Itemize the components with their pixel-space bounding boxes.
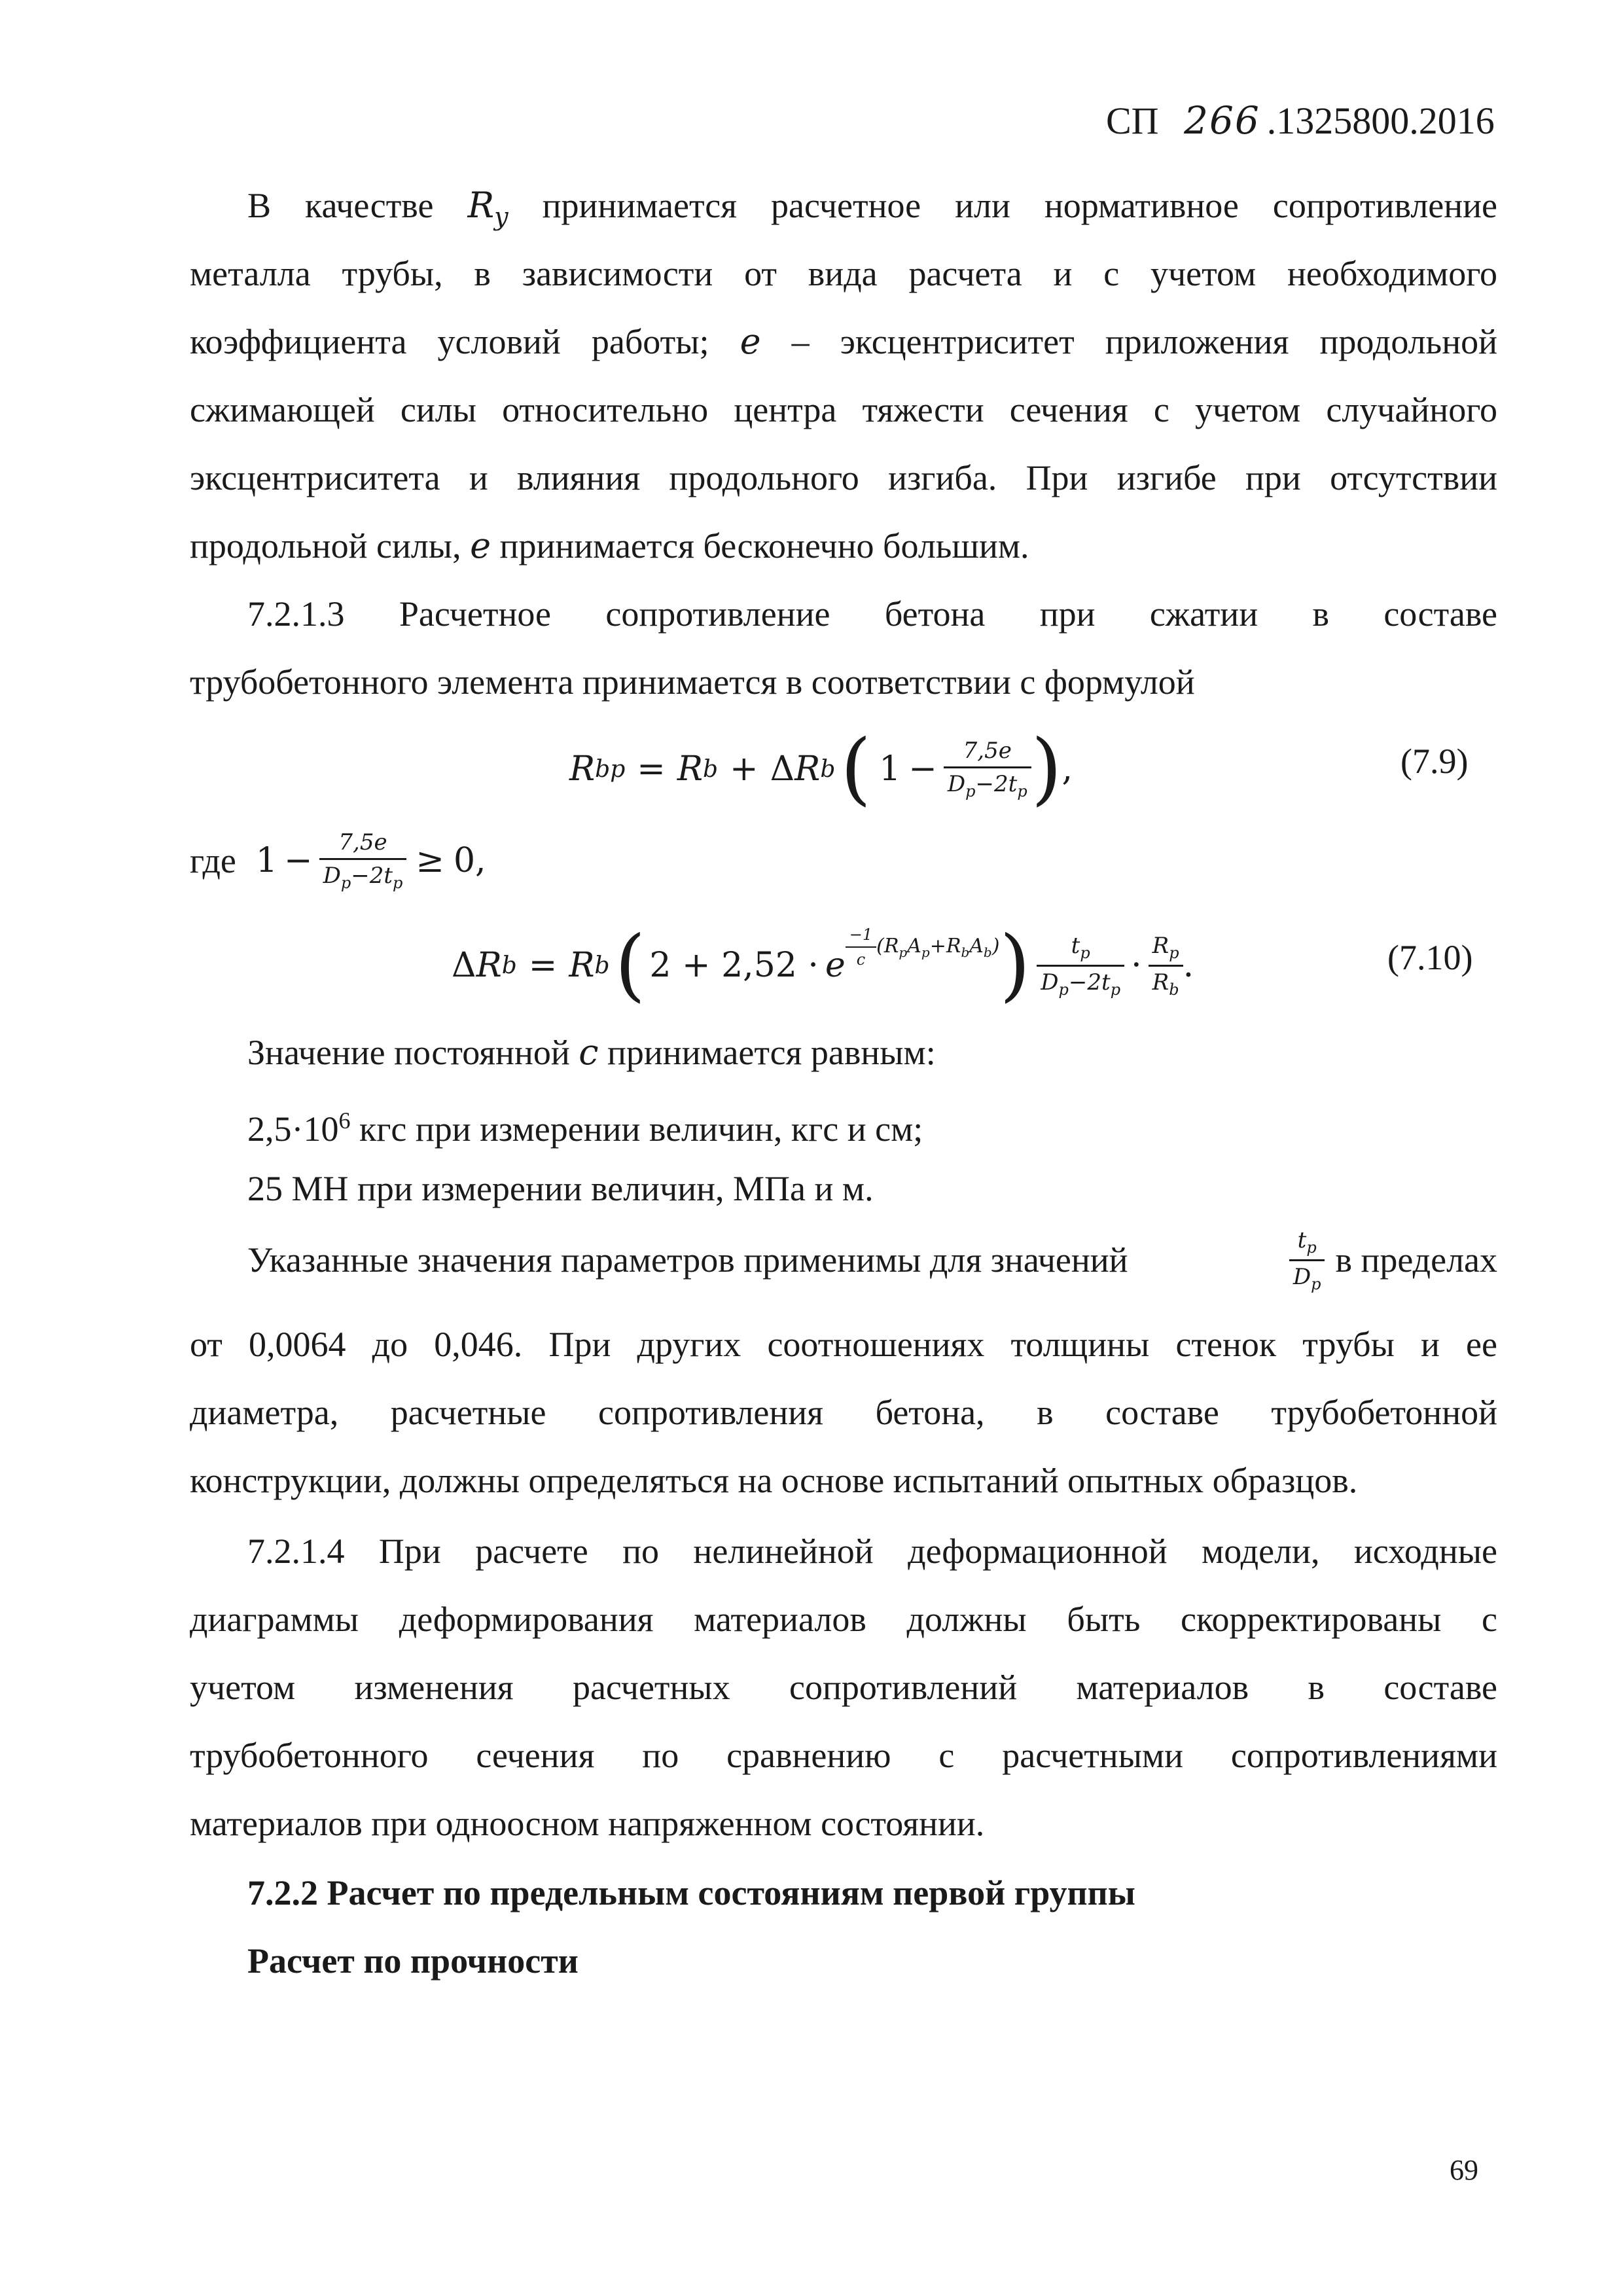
paragraph-line: конструкции, должны определяться на основе испытаний опытных образцов. <box>190 1461 1358 1500</box>
page-number: 69 <box>1450 2154 1478 2186</box>
paragraph-line: эксцентриситета и влияния продольного изгиба. При изгибе при отсутствии <box>190 458 1497 497</box>
paragraph-line: 25 МН при измерении величин, МПа и м. <box>247 1169 874 1208</box>
equation-number-7-9: (7.9) <box>1400 742 1469 781</box>
paragraph-line: материалов при одноосном напряженном состоянии. <box>190 1804 985 1843</box>
header-suffix: .1325800.2016 <box>1266 99 1495 142</box>
paragraph-line: 7.2.1.4 При расчете по нелинейной деформационной модели, исходные <box>247 1532 1497 1571</box>
paragraph-line: диаграммы деформирования материалов должны быть скорректированы с <box>190 1600 1497 1639</box>
paragraph-line: трубобетонного элемента принимается в соответствии с формулой <box>190 662 1195 702</box>
paragraph-line: от 0,0064 до 0,046. При других соотношениях толщины стенок трубы и ее <box>190 1325 1497 1364</box>
paragraph-line: Значение постоянной c принимается равным: <box>247 1031 936 1073</box>
paragraph-line: сжимающей силы относительно центра тяжести сечения с учетом случайного <box>190 390 1497 429</box>
header-prefix: СП <box>1106 99 1159 142</box>
paragraph-line: $2,5\cdot 10^6$ кгс при измерении величин, кгс и см; <box>247 1107 923 1149</box>
math-Ry: $R_y$ <box>467 185 508 231</box>
section-heading: 7.2.2 Расчет по предельным состояниям первой группы <box>247 1873 1135 1912</box>
paragraph-line: коэффициента условий работы; e – эксцентриситет приложения продольной <box>190 321 1497 362</box>
paragraph-line: В качестве $R_y$ принимается расчетное или нормативное сопротивление <box>247 185 1498 231</box>
equation-7-10: Δ R b = R b ( 2 + 2,52 · e $\frac{-1}{c}$ $(R_pA_p+R_bA_b)$ ) $\frac{t_p}{D_p-2t_p}$ · $\frac{R_p}{R_b}$ . <box>452 920 1194 1011</box>
where-condition: где 1 − $\frac{7,5e}{D_p-2t_p}$ ≥ 0, <box>190 829 486 892</box>
handwritten-number: 266 <box>1184 98 1260 143</box>
document-header <box>1106 98 1495 143</box>
subsection-heading: Расчет по прочности <box>247 1941 579 1981</box>
paragraph-line: 7.2.1.3 Расчетное сопротивление бетона при сжатии в составе <box>247 594 1497 634</box>
paragraph-line: учетом изменения расчетных сопротивлений материалов в составе <box>190 1668 1497 1707</box>
equation-7-9: R bp = R b + Δ R b ( 1 − $\frac{7,5e}{D_p-2t_p}$ ) , <box>569 723 1073 814</box>
paragraph-line: диаметра, расчетные сопротивления бетона, в составе трубобетонной <box>190 1393 1497 1432</box>
paragraph-line: продольной силы, e принимается бесконечно большим. <box>190 525 1029 566</box>
paragraph-line: Указанные значения параметров применимы для значений $\frac{t_p}{D_p}$ в пределах <box>247 1227 1497 1293</box>
paragraph-line: трубобетонного сечения по сравнению с расчетными сопротивлениями <box>190 1736 1497 1775</box>
equation-number-7-10: (7.10) <box>1387 938 1473 977</box>
paragraph-line: металла трубы, в зависимости от вида расчета и с учетом необходимого <box>190 254 1497 293</box>
